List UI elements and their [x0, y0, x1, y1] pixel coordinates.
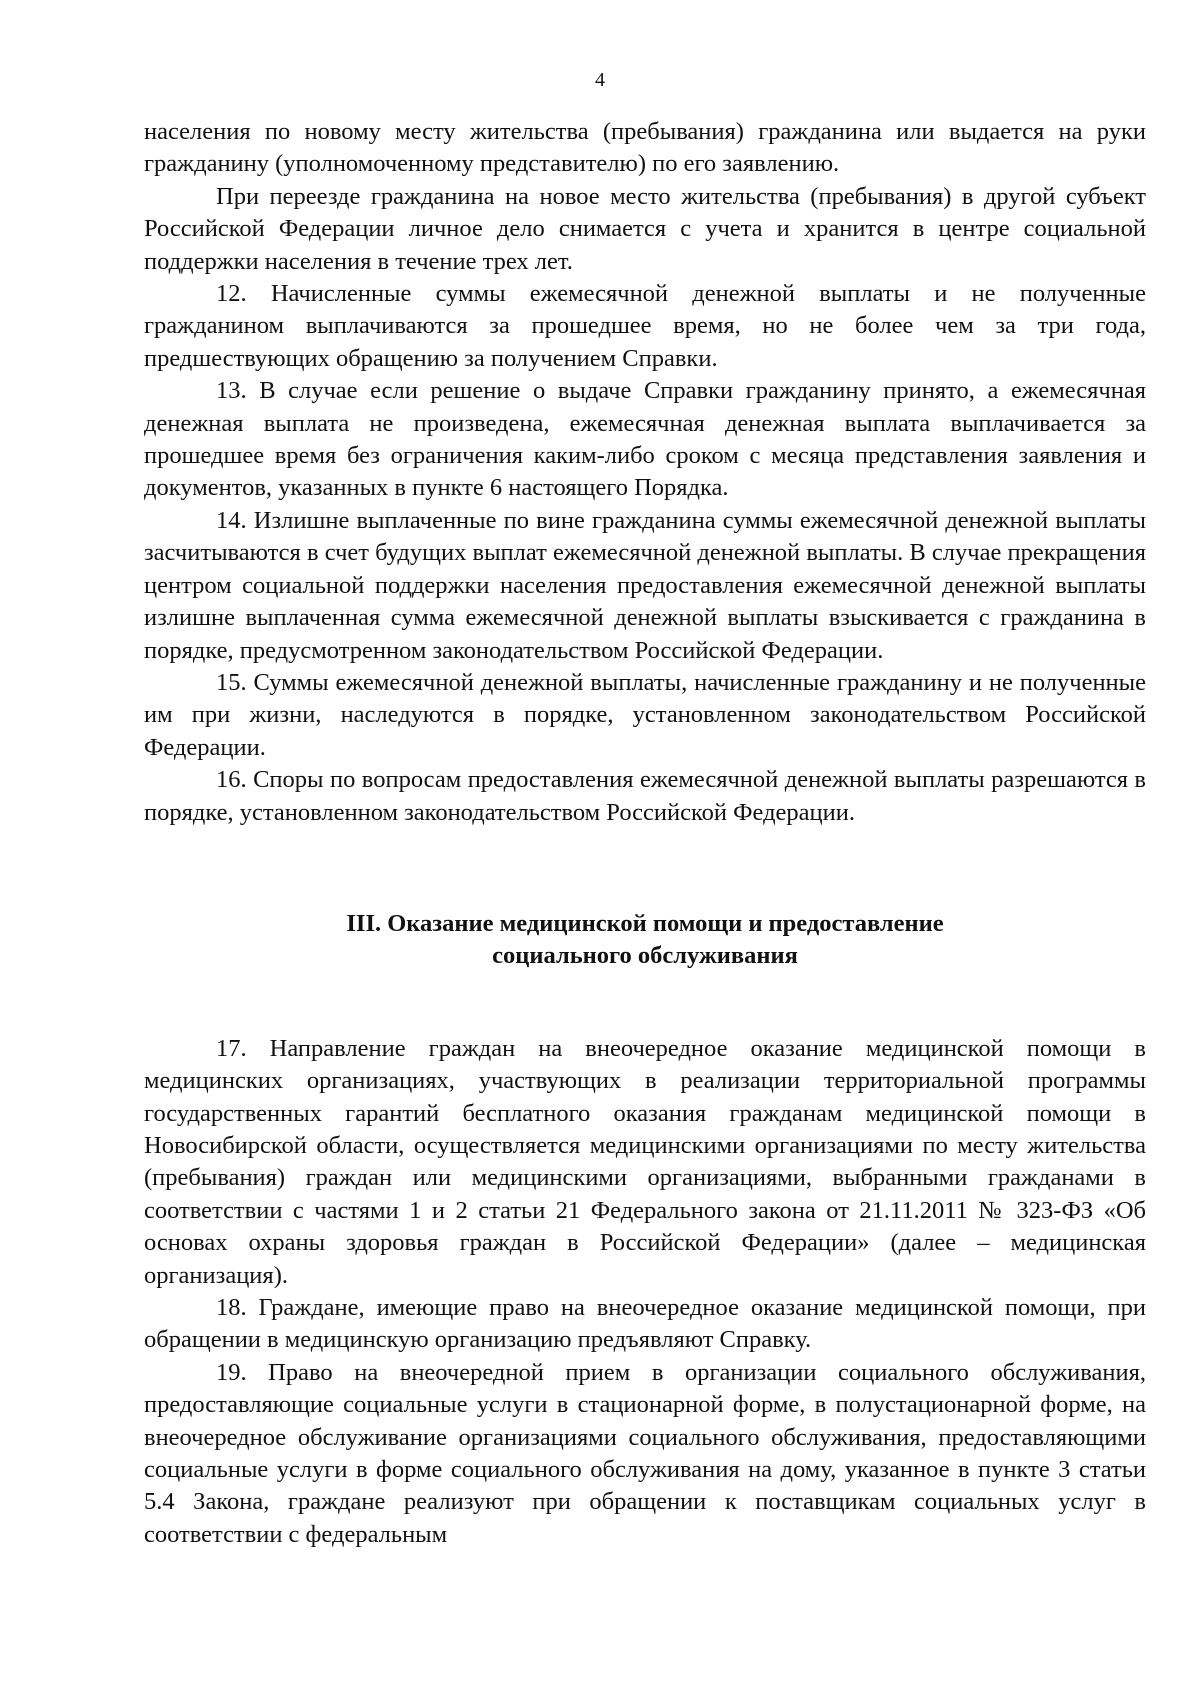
document-body — [144, 116, 1146, 1551]
paragraph-item-12: 12. Начисленные суммы ежемесячной денежной выплаты и не полученные гражданином выплачиваются за прошедшее время, но не более чем за три года, предшествующих обращению за получением Справки. — [144, 280, 1146, 372]
paragraph-item-19: 19. Право на внеочередной прием в организации социального обслуживания, предоставляющие социальные услуги в стационарной форме, в полустационарной форме, на внеочередное обслуживание организациями социального обслуживания, предоставляющими социальные услуги в форме социального обслуживания на дому, указанное в пункте 3 статьи 5.4 Закона, граждане реализуют при обращении к поставщикам социальных услуг в соответствии с федеральным — [144, 1358, 1146, 1548]
paragraph-item-16: 16. Споры по вопросам предоставления ежемесячной денежной выплаты разрешаются в порядке, установленном законодательством Российской Федерации. — [144, 766, 1146, 826]
paragraph-item-14: 14. Излишне выплаченные по вине гражданина суммы ежемесячной денежной выплаты засчитываются в счет будущих выплат ежемесячной денежной выплаты. В случае прекращения центром социальной поддержки населения предоставления ежемесячной денежной выплаты излишне выплаченная сумма ежемесячной денежной выплаты взыскивается с гражданина в порядке, предусмотренном законодательством Российской Федерации. — [144, 506, 1146, 664]
section-heading-line-1: III. Оказание медицинской помощи и предоставление — [346, 909, 944, 937]
paragraph-continuation: населения по новому месту жительства (пребывания) гражданина или выдается на руки гражданину (уполномоченному представителю) по его заявлению. — [144, 118, 1146, 178]
paragraph-item-15: 15. Суммы ежемесячной денежной выплаты, начисленные гражданину и не полученные им при жизни, наследуются в порядке, установленном законодательством Российской Федерации. — [144, 668, 1146, 761]
page-number: 4 — [595, 69, 605, 91]
paragraph-item-18: 18. Граждане, имеющие право на внеочередное оказание медицинской помощи, при обращении в медицинскую организацию предъявляют Справку. — [144, 1294, 1146, 1354]
paragraph-relocation: При переезде гражданина на новое место жительства (пребывания) в другой субъект Российской Федерации личное дело снимается с учета и хранится в центре социальной поддержки населения в течение трех лет. — [144, 182, 1146, 275]
section-heading-line-2: социального обслуживания — [492, 942, 798, 970]
paragraph-item-13: 13. В случае если решение о выдаче Справки гражданину принято, а ежемесячная денежная выплата не произведена, ежемесячная денежная выплата выплачивается за прошедшее время без ограничения каким-либо сроком с месяца представления заявления и документов, указанных в пункте 6 настоящего Порядка. — [144, 377, 1146, 502]
section-heading — [144, 908, 1146, 973]
paragraph-item-17: 17. Направление граждан на внеочередное оказание медицинской помощи в медицинских организациях, участвующих в реализации территориальной программы государственных гарантий бесплатного оказания гражданам медицинской помощи в Новосибирской области, осуществляется медицинскими организациями по месту жительства (пребывания) граждан или медицинскими организациями, выбранными гражданами в соответствии с частями 1 и 2 статьи 21 Федерального закона от 21.11.2011 № 323-ФЗ «Об основах охраны здоровья граждан в Российской Федерации» (далее – медицинская организация). — [144, 1034, 1146, 1289]
